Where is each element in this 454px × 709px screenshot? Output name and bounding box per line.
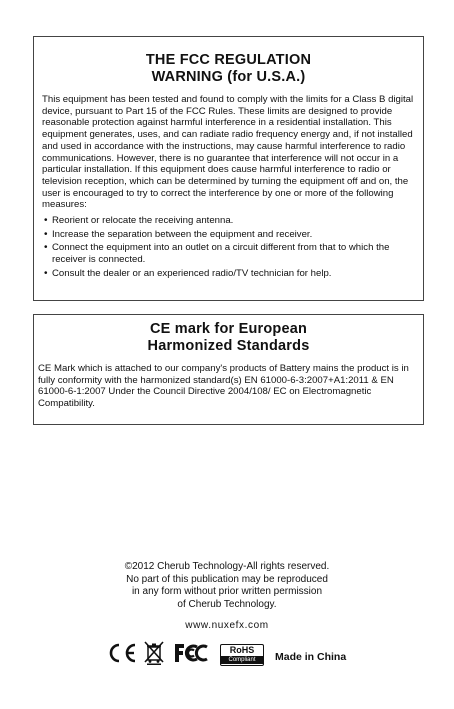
ce-paragraph: CE Mark which is attached to our company's products of Battery mains the product is in fully conformity with the harmonized standard(s) EN 61000-6-3:2007+A1:2011 & EN 61000-6-1:2007 Under the Council Directive 2004/108/ EC on Electromagnetic Compatibility. [38,363,409,410]
fcc-title-line1: THE FCC REGULATION [145,52,312,68]
ce-title [34,315,423,355]
fcc-measure-item: • Consult the dealer or an experienced radio/TV technician for help. [44,268,417,280]
fcc-title-line2: WARNING (for U.S.A.) [151,69,306,85]
copyright-notice [0,561,454,611]
certification-marks [106,643,264,667]
rohs-compliant-icon [220,644,264,666]
made-in-label: Made in China [275,651,347,663]
fcc-logo-icon [174,643,208,668]
fcc-measure-item: • Increase the separation between the equipment and receiver. [44,229,417,241]
copyright-line2: No part of this publication may be reproduced [126,573,328,585]
rohs-compliant-label: Compliant [221,656,263,664]
copyright-line3: in any form without prior written permission [131,586,323,597]
ce-title-line1: CE mark for European [149,321,308,337]
copyright-line1: ©2012 Cherub Technology-All rights reserved. [124,561,330,572]
fcc-measure-item: • Connect the equipment into an outlet on a circuit different from that to which the receiver is connected. [44,242,417,265]
weee-bin-icon [144,641,164,670]
website-url: www.nuxefx.com [185,620,269,631]
fcc-title [34,37,423,86]
fcc-measure-item: • Reorient or relocate the receiving antenna. [44,215,417,227]
ce-title-line2: Harmonized Standards [147,338,310,354]
rohs-label: RoHS [229,645,255,655]
ce-mark-box [33,314,424,425]
ce-mark-icon [106,642,138,669]
fcc-measures-list [34,215,423,280]
copyright-line4: of Cherub Technology. [177,598,277,610]
fcc-paragraph: This equipment has been tested and found to comply with the limits for a Class B digital device, pursuant to Part 15 of the FCC Rules. These limits are designed to provide reasonable protection against harmful interference in a residential installation. This equipment generates, uses, and can radiate radio frequency energy and, if not installed and used in accordance with the instructions, may cause harmful interference to radio communications. However, there is no guarantee that interference will not occur in a particular installation. If this equipment does cause harmful interference to radio or television reception, which can be determined by turning the equipment off and on, the user is encouraged to try to correct the interference by one or more of the following measures: [42,94,414,211]
fcc-warning-box [33,36,424,301]
